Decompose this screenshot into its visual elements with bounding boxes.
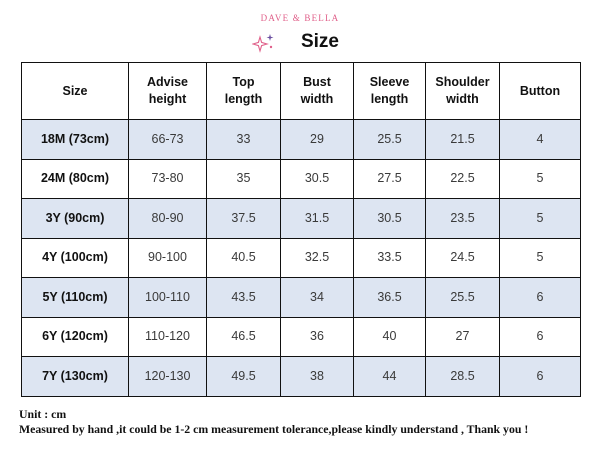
header-shoulder-width (426, 63, 500, 120)
table-row (22, 317, 581, 357)
top-length-cell: 49.5 (207, 357, 281, 397)
sleeve-length-cell: 27.5 (354, 159, 426, 199)
size-cell: 3Y (90cm) (22, 199, 129, 239)
advise-height-cell: 66-73 (129, 120, 207, 160)
size-cell: 5Y (110cm) (22, 278, 129, 318)
table-row (22, 159, 581, 199)
button-cell: 6 (500, 357, 581, 397)
table-row (22, 278, 581, 318)
bust-width-cell: 29 (281, 120, 354, 160)
bust-width-cell: 38 (281, 357, 354, 397)
size-cell: 18M (73cm) (22, 120, 129, 160)
sleeve-length-cell: 33.5 (354, 238, 426, 278)
shoulder-width-cell: 22.5 (426, 159, 500, 199)
header-top-length (207, 63, 281, 120)
top-length-cell: 33 (207, 120, 281, 160)
measurement-notes (19, 407, 528, 437)
size-chart-table (21, 62, 581, 397)
size-cell: 24M (80cm) (22, 159, 129, 199)
header-shoulder-width-text: Shoulder width (435, 75, 490, 106)
shoulder-width-cell: 23.5 (426, 199, 500, 239)
button-cell: 4 (500, 120, 581, 160)
header-top-length-text: Top length (224, 75, 263, 106)
top-length-cell: 40.5 (207, 238, 281, 278)
shoulder-width-cell: 25.5 (426, 278, 500, 318)
table-row (22, 238, 581, 278)
unit-note: Unit : cm (19, 407, 67, 421)
bust-width-cell: 36 (281, 317, 354, 357)
sleeve-length-cell: 25.5 (354, 120, 426, 160)
header-advise-height (129, 63, 207, 120)
bust-width-cell: 32.5 (281, 238, 354, 278)
shoulder-width-cell: 21.5 (426, 120, 500, 160)
shoulder-width-cell: 24.5 (426, 238, 500, 278)
button-cell: 5 (500, 159, 581, 199)
table-row (22, 199, 581, 239)
sleeve-length-cell: 36.5 (354, 278, 426, 318)
advise-height-cell: 110-120 (129, 317, 207, 357)
header-size: Size (22, 63, 129, 120)
tolerance-note: Measured by hand ,it could be 1-2 cm measurement tolerance,please kindly understand , Thank you ! (19, 422, 529, 436)
brand-logo: DAVE & BELLA (260, 13, 340, 23)
table-row (22, 120, 581, 160)
advise-height-cell: 90-100 (129, 238, 207, 278)
header-bust-width (281, 63, 354, 120)
header-row (22, 63, 581, 120)
size-cell: 6Y (120cm) (22, 317, 129, 357)
header-sleeve-length-text: Sleeve length (369, 75, 410, 106)
bust-width-cell: 31.5 (281, 199, 354, 239)
header-bust-width-text: Bust width (300, 75, 334, 106)
shoulder-width-cell: 28.5 (426, 357, 500, 397)
bust-width-cell: 30.5 (281, 159, 354, 199)
top-length-cell: 43.5 (207, 278, 281, 318)
sleeve-length-cell: 30.5 (354, 199, 426, 239)
header-advise-height-text: Advise height (147, 75, 188, 106)
advise-height-cell: 120-130 (129, 357, 207, 397)
table-row (22, 357, 581, 397)
page-title: Size (300, 31, 340, 52)
size-cell: 7Y (130cm) (22, 357, 129, 397)
top-length-cell: 37.5 (207, 199, 281, 239)
bust-width-cell: 34 (281, 278, 354, 318)
button-cell: 6 (500, 317, 581, 357)
button-cell: 5 (500, 199, 581, 239)
header-sleeve-length (354, 63, 426, 120)
sleeve-length-cell: 44 (354, 357, 426, 397)
shoulder-width-cell: 27 (426, 317, 500, 357)
button-cell: 5 (500, 238, 581, 278)
advise-height-cell: 80-90 (129, 199, 207, 239)
button-cell: 6 (500, 278, 581, 318)
advise-height-cell: 73-80 (129, 159, 207, 199)
sleeve-length-cell: 40 (354, 317, 426, 357)
size-cell: 4Y (100cm) (22, 238, 129, 278)
header-button: Button (500, 63, 581, 120)
top-length-cell: 46.5 (207, 317, 281, 357)
advise-height-cell: 100-110 (129, 278, 207, 318)
top-length-cell: 35 (207, 159, 281, 199)
